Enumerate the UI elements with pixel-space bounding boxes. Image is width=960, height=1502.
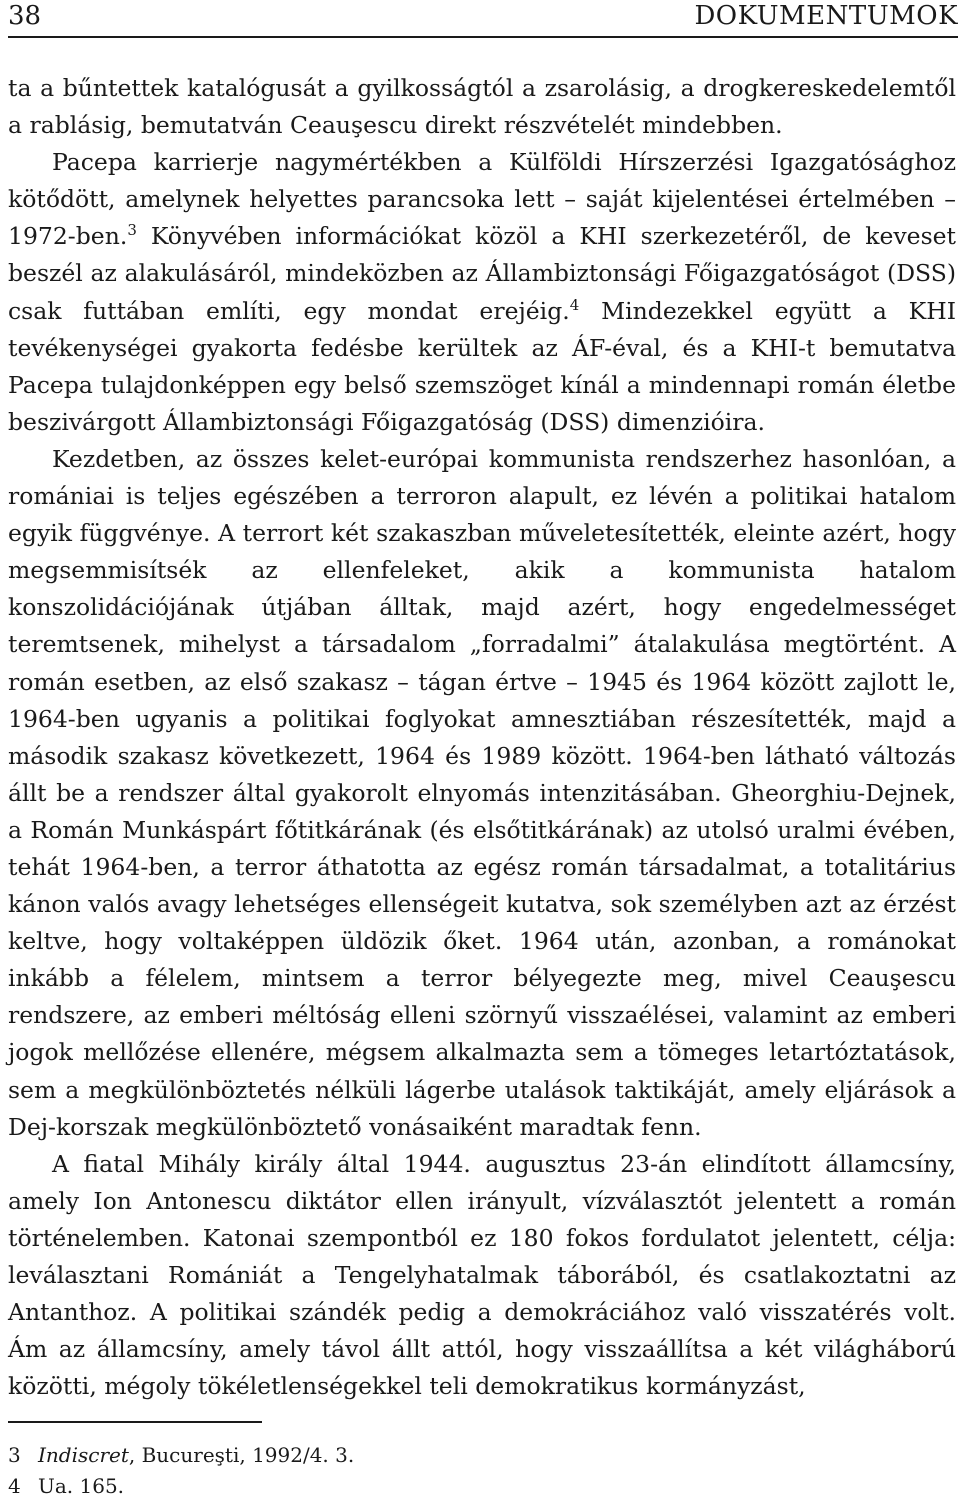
- footnote-source-detail: , Bucureşti, 1992/4. 3.: [128, 1443, 355, 1467]
- paragraph-1-text: ta a bűntettek katalógusát a gyilkosságtól a zsarolásig, a drogkereskedelemtől a rablásig, bemutatván Ceauşescu direkt részvételét mindebben.: [8, 74, 956, 140]
- paragraph-2: [8, 144, 956, 441]
- footnote-number: 3: [8, 1443, 21, 1467]
- section-title: DOKUMENTUMOK: [694, 1, 958, 31]
- footnote-divider: [8, 1421, 262, 1423]
- footnote-source-detail: Ua. 165.: [38, 1474, 125, 1498]
- paragraph-3: Kezdetben, az összes kelet-európai kommunista rendszerhez hasonlóan, a romániai is teljes egészében a terroron alapult, ez lévén a politikai hatalom egyik függvénye. A terrort két szakaszban műveletesítették, eleinte azért, hogy megsemmisítsék az ellenfeleket, akik a kommunista hatalom konszolidációjának útjában álltak, majd azért, hogy engedelmességet teremtsenek, mihelyst a társadalom „forradalmi” átalakulása megtörtént. A román esetben, az első szakasz – tágan értve – 1945 és 1964 között zajlott le, 1964-ben ugyanis a politikai foglyokat amnesztiában részesítették, majd a második szakasz következett, 1964 és 1989 között. 1964-ben látható változás állt be a rendszer által gyakorolt elnyomás intenzitásában. Gheorghiu-Dejnek, a Román Munkáspárt főtitkárának (és elsőtitkárának) az utolsó uralmi évében, tehát 1964-ben, a terror áthatotta az egész román társadalmat, a totalitárius kánon valós avagy lehetséges ellenségeit kutatva, sok személyben azt az érzést keltve, hogy voltaképpen üldözik őket. 1964 után, azonban, a románokat inkább a félelem, mintsem a terror bélyegezte meg, mivel Ceauşescu rendszere, az emberi méltóság elleni szörnyű visszaélései, valamint az emberi jogok mellőzése ellenére, mégsem alkalmazta sem a tömeges letartóztatások, sem a megkülönböztetés nélküli lágerbe utalások taktikáját, amely eljárások a Dej-korszak megkülönböztető vonásaiként maradtak fenn.: [8, 444, 956, 1141]
- paragraph-2-text-b: Könyvében információkat közöl a KHI szerkezetéről, de keveset beszél az alakulásáról, mindeközben az Állambiztonsági Főigazgatóságot (DSS) csak futtában említi, egy mondat erejéig.: [8, 222, 956, 325]
- paragraph-2-text-c: Mindezekkel együtt a KHI tevékenységei gyakorta fedésbe kerültek az ÁF-éval, és a KHI-t bemutatva Pacepa tulajdonképpen egy belső szemszöget kínál a mindennapi román életbe beszivárgott Állambiztonsági Főigazgatóság (DSS) dimenzióira.: [8, 296, 956, 436]
- footnote-ref-4[interactable]: 4: [569, 295, 580, 314]
- footnote-number: 4: [8, 1474, 21, 1498]
- footnote-source-title: Indiscret: [38, 1443, 129, 1467]
- footnotes: [8, 1440, 908, 1502]
- footnote-item: [8, 1471, 908, 1502]
- page-number: 38: [8, 1, 42, 31]
- footnote-item: [8, 1440, 908, 1471]
- paragraph-1: [8, 70, 956, 144]
- running-header: [8, 0, 958, 38]
- paragraph-4: A fiatal Mihály király által 1944. augusztus 23-án elindított államcsíny, amely Ion Antonescu diktátor ellen irányult, vízválasztót jelentett a román történelemben. Katonai szempontból ez 180 fokos fordulatot jelentett, célja: leválasztani Romániát a Tengelyhatalmak táborából, és csatlakoztatni az Antanthoz. A politikai szándék pedig a demokráciához való visszatérés volt. Ám az államcsíny, amely távol állt attól, hogy visszaállítsa a két világháború közötti, mégoly tökéletlenségekkel teli demokratikus kormányzást,: [8, 1149, 956, 1401]
- paragraph-2-text-a: Pacepa karrierje nagymértékben a Külföldi Hírszerzési Igazgatósághoz kötődött, amelynek helyettes parancsoka lett – saját kijelentései értelmében – 1972-ben.: [8, 148, 956, 251]
- footnote-ref-3[interactable]: 3: [127, 221, 137, 240]
- body-text: [8, 70, 956, 1405]
